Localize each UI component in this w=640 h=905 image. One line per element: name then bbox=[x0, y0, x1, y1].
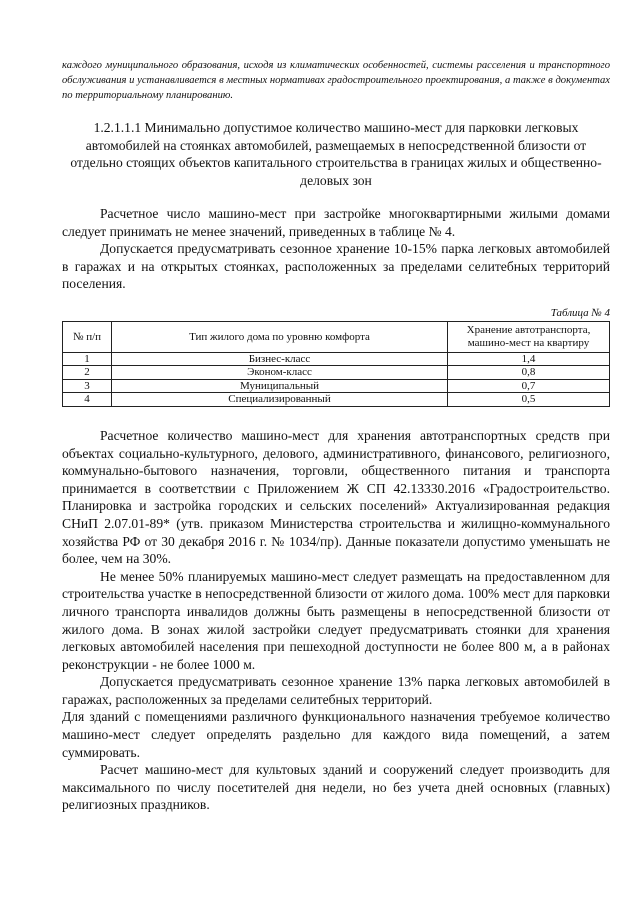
table-cell: 3 bbox=[63, 379, 112, 393]
paragraph: Расчет машино-мест для культовых зданий и сооружений следует производить для максимального по числу посетителей дня недели, но без учета дней основных (главных) религиозных праздников. bbox=[62, 762, 610, 813]
section-heading: 1.2.1.1.1 Минимально допустимое количество машино-мест для парковки легковых автомобилей на стоянках автомобилей, размещаемых в непосредственной близости от отдельно стоящих объектов капитального строительства в границах жилых и общественно-деловых зон bbox=[70, 120, 602, 188]
paragraph: Для зданий с помещениями различного функционального назначения требуемое количество машино-мест следует определять раздельно для каждого вида помещений, а затем суммировать. bbox=[62, 709, 610, 760]
paragraph: Допускается предусматривать сезонное хранение 10-15% парка легковых автомобилей в гаражах и на открытых стоянках, расположенных за пределами селитебных территорий поселения. bbox=[62, 241, 610, 292]
table-cell: 0,8 bbox=[448, 366, 610, 380]
table-row bbox=[63, 352, 610, 366]
table-cell: 0,5 bbox=[448, 393, 610, 407]
table-caption: Таблица № 4 bbox=[550, 306, 610, 319]
paragraph: Допускается предусматривать сезонное хранение 13% парка легковых автомобилей в гаражах, расположенных за пределами селитебных территорий. bbox=[62, 674, 610, 707]
table-cell: 1,4 bbox=[448, 352, 610, 366]
table-cell: 1 bbox=[63, 352, 112, 366]
document-page bbox=[62, 58, 610, 814]
table-row bbox=[63, 393, 610, 407]
comfort-table bbox=[62, 321, 610, 407]
paragraph: Расчетное количество машино-мест для хранения автотранспортных средств при объектах социально-культурного, делового, административного, финансового, религиозного, коммунально-бытового назначения, торговли, общественного питания и транспорта принимается в соответствии с Приложением Ж СП 42.13330.2016 «Градостроительство. Планировка и застройка городских и сельских поселений» Актуализированная редакция СНиП 2.07.01-89* (утв. приказом Министерства строительства и жилищно-коммунального хозяйства РФ от 30 декабря 2016 г. № 1034/пр). Данные показатели допустимо уменьшать не более, чем на 30%. bbox=[62, 427, 610, 567]
table-cell: Бизнес-класс bbox=[112, 352, 448, 366]
table-cell: 2 bbox=[63, 366, 112, 380]
header-cell: Хранение автотранспорта, машино-мест на квартиру bbox=[448, 321, 610, 352]
table-cell: 4 bbox=[63, 393, 112, 407]
paragraph: Не менее 50% планируемых машино-мест следует размещать на предоставленном для строительства участке в непосредственной близости от жилого дома. 100% мест для парковки личного транспорта инвалидов должны быть размещены в непосредственной близости от жилого дома. В зонах жилой застройки следует предусматривать стоянки для хранения легковых автомобилей населения при пешеходной доступности не более 800 м, а в районах реконструкции - не более 1000 м. bbox=[62, 568, 610, 672]
table-cell: Специализированный bbox=[112, 393, 448, 407]
table-cell: Эконом-класс bbox=[112, 366, 448, 380]
header-cell: Тип жилого дома по уровню комфорта bbox=[112, 321, 448, 352]
table-cell: 0,7 bbox=[448, 379, 610, 393]
table-header-row bbox=[63, 321, 610, 352]
table-row bbox=[63, 379, 610, 393]
header-cell: № п/п bbox=[63, 321, 112, 352]
intro-text: каждого муниципального образования, исходя из климатических особенностей, системы расселения и транспортного обслуживания и устанавливается в местных нормативах градостроительного проектирования, а также в документах по территориальному планированию. bbox=[62, 60, 610, 101]
paragraph: Расчетное число машино-мест при застройке многоквартирными жилыми домами следует принимать не менее значений, приведенных в таблице № 4. bbox=[62, 206, 610, 239]
table-row bbox=[63, 366, 610, 380]
table-cell: Муниципальный bbox=[112, 379, 448, 393]
